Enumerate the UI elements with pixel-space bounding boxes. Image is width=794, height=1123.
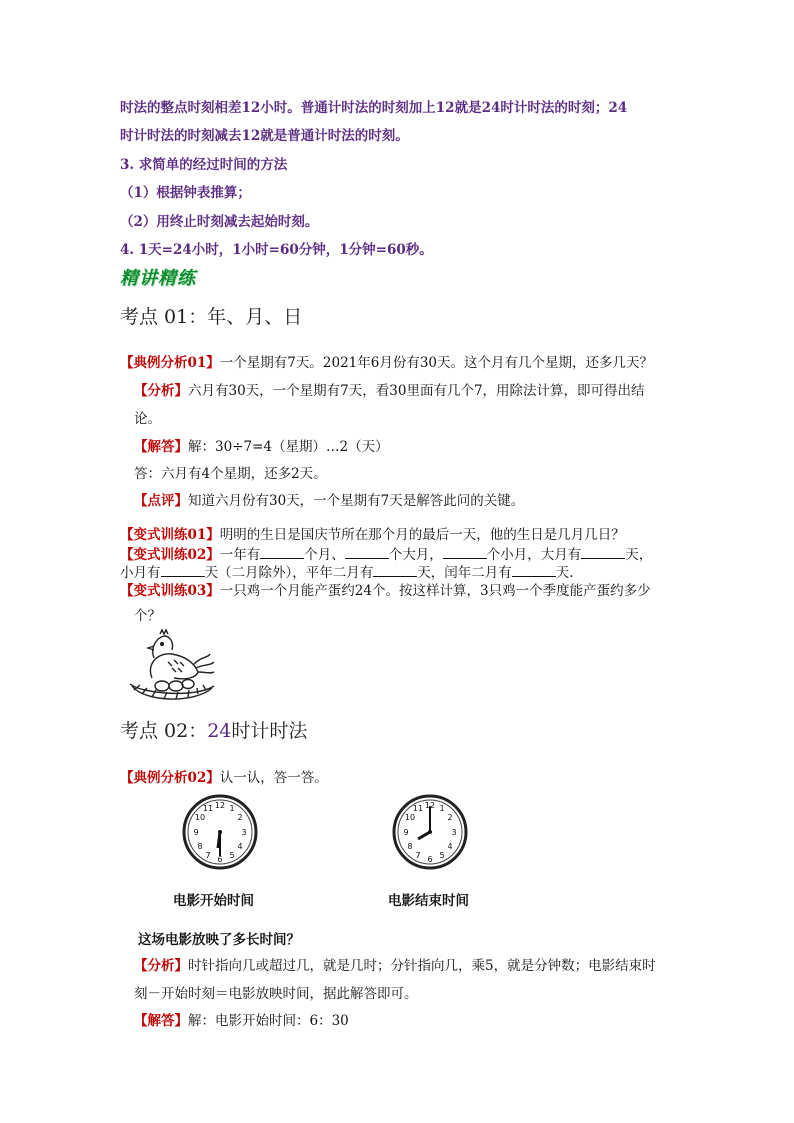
example-02-question: 认一认，答一答。 <box>219 770 328 786</box>
example-02-answer-row <box>134 1009 349 1029</box>
svg-text:6: 6 <box>427 855 433 864</box>
section-title: 精讲精练 <box>120 268 196 289</box>
answer-tag: 【解答】 <box>134 439 188 455</box>
clock-start <box>180 792 260 872</box>
intro-item-4: 4. 1天=24小时，1小时=60分钟，1分钟=60秒。 <box>120 242 433 258</box>
blank-big-month-days[interactable] <box>581 546 625 559</box>
example-02-tag: 【典例分析02】 <box>120 770 220 786</box>
kaodian-01-label: 考点 01： <box>120 306 208 328</box>
svg-text:7: 7 <box>415 851 421 860</box>
example-01-answer-row <box>134 435 389 455</box>
intro-item-3: 3. 求简单的经过时间的方法 <box>120 157 288 173</box>
svg-text:2: 2 <box>237 813 243 822</box>
comment-tag: 【点评】 <box>134 493 188 509</box>
example-01-question-row <box>120 351 653 371</box>
intro-line-1: 时法的整点时刻相差12小时。普通计时法的时刻加上12就是24时计时法的时刻；24 <box>120 100 628 116</box>
practice-03-line-1: 一只鸡一个月能产蛋约24个。按这样计算，3只鸡一个季度能产蛋约多少 <box>219 583 651 599</box>
practice-02-text-a: 一年有 <box>219 547 261 563</box>
practice-03-row <box>120 579 651 599</box>
example-02-analysis-row <box>134 954 656 974</box>
practice-02-row-2 <box>120 561 574 581</box>
example-01-comment-row <box>134 489 524 509</box>
example-01-analysis-row <box>134 379 645 399</box>
example-01-comment: 知道六月份有30天，一个星期有7天是解答此问的关键。 <box>188 493 525 509</box>
blank-months[interactable] <box>260 546 304 559</box>
example-01-answer-final: 答：六月有4个星期，还多2天。 <box>134 466 327 482</box>
practice-01-tag: 【变式训练01】 <box>120 527 220 543</box>
blank-small-months[interactable] <box>443 546 487 559</box>
intro-item-3-2: （2）用终止时刻减去起始时刻。 <box>120 214 319 230</box>
kaodian-02-label: 考点 02： <box>120 720 208 742</box>
example-01-tag: 【典例分析01】 <box>120 355 220 371</box>
svg-text:1: 1 <box>229 804 235 813</box>
svg-text:7: 7 <box>205 851 211 860</box>
analysis-tag: 【分析】 <box>134 383 188 399</box>
practice-02-text-h: 天，闰年二月有 <box>417 565 512 581</box>
hen-icon <box>124 628 220 704</box>
kaodian-01-title: 年、月、日 <box>207 306 303 328</box>
svg-text:5: 5 <box>229 851 235 860</box>
kaodian-01-heading <box>120 302 302 329</box>
blank-big-months[interactable] <box>345 546 389 559</box>
kaodian-02-num: 24 <box>207 720 232 742</box>
svg-text:9: 9 <box>193 828 199 837</box>
clock-end-caption: 电影结束时间 <box>388 893 469 909</box>
practice-02-text-b: 个月、 <box>304 547 345 563</box>
practice-02-text-i: 天. <box>555 565 574 581</box>
blank-leap-feb[interactable] <box>512 564 556 577</box>
kaodian-02-title: 时计时法 <box>231 720 308 742</box>
svg-text:11: 11 <box>202 804 214 813</box>
blank-common-feb[interactable] <box>373 564 417 577</box>
svg-text:5: 5 <box>439 851 445 860</box>
svg-text:10: 10 <box>194 813 206 822</box>
svg-text:1: 1 <box>439 804 445 813</box>
hen-on-nest-illustration <box>124 628 220 704</box>
svg-text:3: 3 <box>241 828 247 837</box>
blank-small-month-days[interactable] <box>161 564 205 577</box>
example-02-answer: 解：电影开始时间：6：30 <box>188 1013 349 1029</box>
clock-start-caption: 电影开始时间 <box>173 893 254 909</box>
svg-text:12: 12 <box>214 801 226 810</box>
practice-02-text-c: 个大月， <box>388 547 443 563</box>
example-02-subquestion: 这场电影放映了多长时间？ <box>138 932 300 948</box>
practice-01-text: 明明的生日是国庆节所在那个月的最后一天，他的生日是几月几日？ <box>219 527 625 543</box>
analysis-tag-2: 【分析】 <box>134 958 188 974</box>
svg-text:10: 10 <box>404 813 416 822</box>
svg-text:9: 9 <box>403 828 409 837</box>
practice-02-text-f: 小月有 <box>120 565 161 581</box>
practice-03-tag: 【变式训练03】 <box>120 583 220 599</box>
example-02-question-row <box>120 766 328 786</box>
practice-03-line-2: 个？ <box>134 608 161 624</box>
example-01-analysis-line-1: 六月有30天，一个星期有7天，看30里面有几个7，用除法计算，即可得出结 <box>188 383 645 399</box>
svg-text:6: 6 <box>217 855 223 864</box>
clock-face-start-icon <box>180 792 260 872</box>
practice-02-tag: 【变式训练02】 <box>120 547 220 563</box>
example-01-question: 一个星期有7天。2021年6月份有30天。这个月有几个星期，还多几天？ <box>219 355 654 371</box>
practice-01-row <box>120 523 625 543</box>
clock-face-end-icon <box>390 792 470 872</box>
svg-text:3: 3 <box>451 828 457 837</box>
svg-text:4: 4 <box>237 842 243 851</box>
svg-text:8: 8 <box>407 842 413 851</box>
intro-item-3-1: （1）根据钟表推算； <box>120 185 251 201</box>
svg-text:12: 12 <box>424 801 436 810</box>
example-01-analysis-line-2: 论。 <box>134 411 161 427</box>
practice-02-text-e: 天， <box>625 547 653 563</box>
practice-02-row-1 <box>120 543 652 563</box>
practice-02-text-d: 个小月，大月有 <box>486 547 582 563</box>
answer-tag-2: 【解答】 <box>134 1013 188 1029</box>
clock-end <box>390 792 470 872</box>
example-02-analysis-line-2: 刻－开始时刻＝电影放映时间，据此解答即可。 <box>134 986 418 1002</box>
kaodian-02-heading <box>120 716 307 743</box>
svg-text:2: 2 <box>447 813 453 822</box>
practice-02-text-g: 天（二月除外），平年二月有 <box>204 565 374 581</box>
example-01-answer: 解：30÷7=4（星期）…2（天） <box>188 439 389 455</box>
svg-text:4: 4 <box>447 842 453 851</box>
intro-line-2: 时计时法的时刻减去12就是普通计时法的时刻。 <box>120 128 409 144</box>
example-02-analysis-line-1: 时针指向几或超过几，就是几时；分针指向几，乘5，就是分钟数；电影结束时 <box>188 958 656 974</box>
svg-text:11: 11 <box>412 804 424 813</box>
svg-text:8: 8 <box>197 842 203 851</box>
